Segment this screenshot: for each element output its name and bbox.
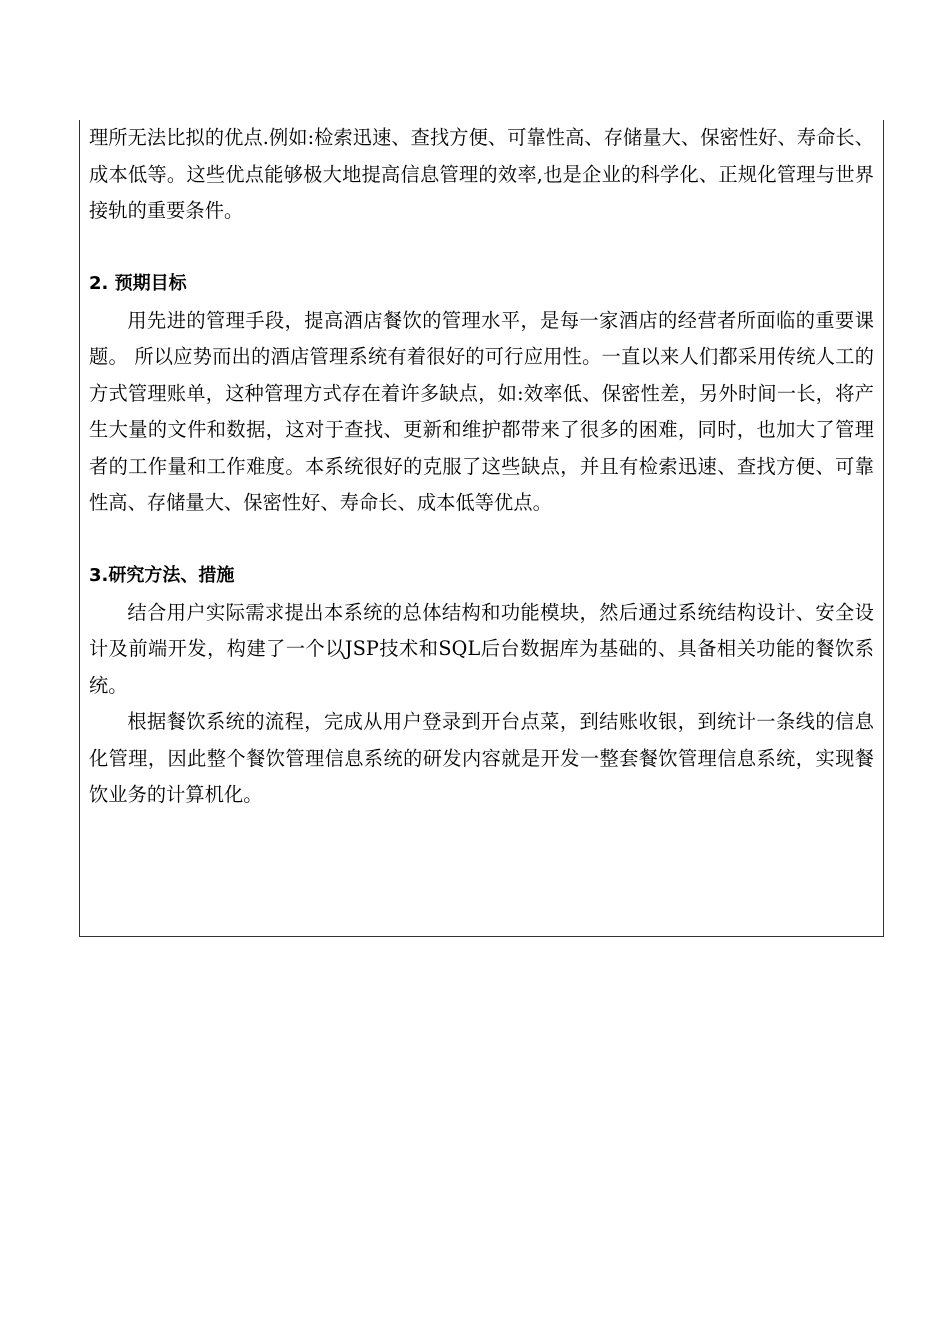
- section3-heading: 3.研究方法、措施: [89, 565, 235, 586]
- document-content: [89, 120, 874, 814]
- section3-paragraph-2: 根据餐饮系统的流程，完成从用户登录到开台点菜，到结账收银，到统计一条线的信息化管理，因此整个餐饮管理信息系统的研发内容就是开发一整套餐饮管理信息系统，实现餐饮业务的计算机化。: [89, 710, 874, 806]
- document-table-cell: [79, 120, 884, 937]
- section2-heading: 2. 预期目标: [89, 273, 187, 294]
- blank-line: [89, 230, 874, 267]
- section3-paragraph-1: 结合用户实际需求提出本系统的总体结构和功能模块，然后通过系统结构设计、安全设计及前端开发，构建了一个以JSP技术和SQL后台数据库为基础的、具备相关功能的餐饮系统。: [89, 600, 874, 697]
- section1-continuation: 理所无法比拟的优点.例如:检索迅速、查找方便、可靠性高、存储量大、保密性好、寿命长、成本低等。这些优点能够极大地提高信息管理的效率,也是企业的科学化、正规化管理与世界接轨的重要条件。: [89, 126, 874, 222]
- section2-paragraph: 用先进的管理手段，提高酒店餐饮的管理水平，是每一家酒店的经营者所面临的重要课题。 所以应势而出的酒店管理系统有着很好的可行应用性。一直以来人们都采用传统人工的方式管理账单，这种管理方式存在着许多缺点，如:效率低、保密性差，另外时间一长，将产生大量的文件和数据，这对于查找、更新和维护都带来了很多的困难，同时，也加大了管理者的工作量和工作难度。本系统很好的克服了这些缺点，并且有检索迅速、查找方便、可靠性高、存储量大、保密性好、寿命长、成本低等优点。: [89, 308, 874, 514]
- blank-line: [89, 522, 874, 559]
